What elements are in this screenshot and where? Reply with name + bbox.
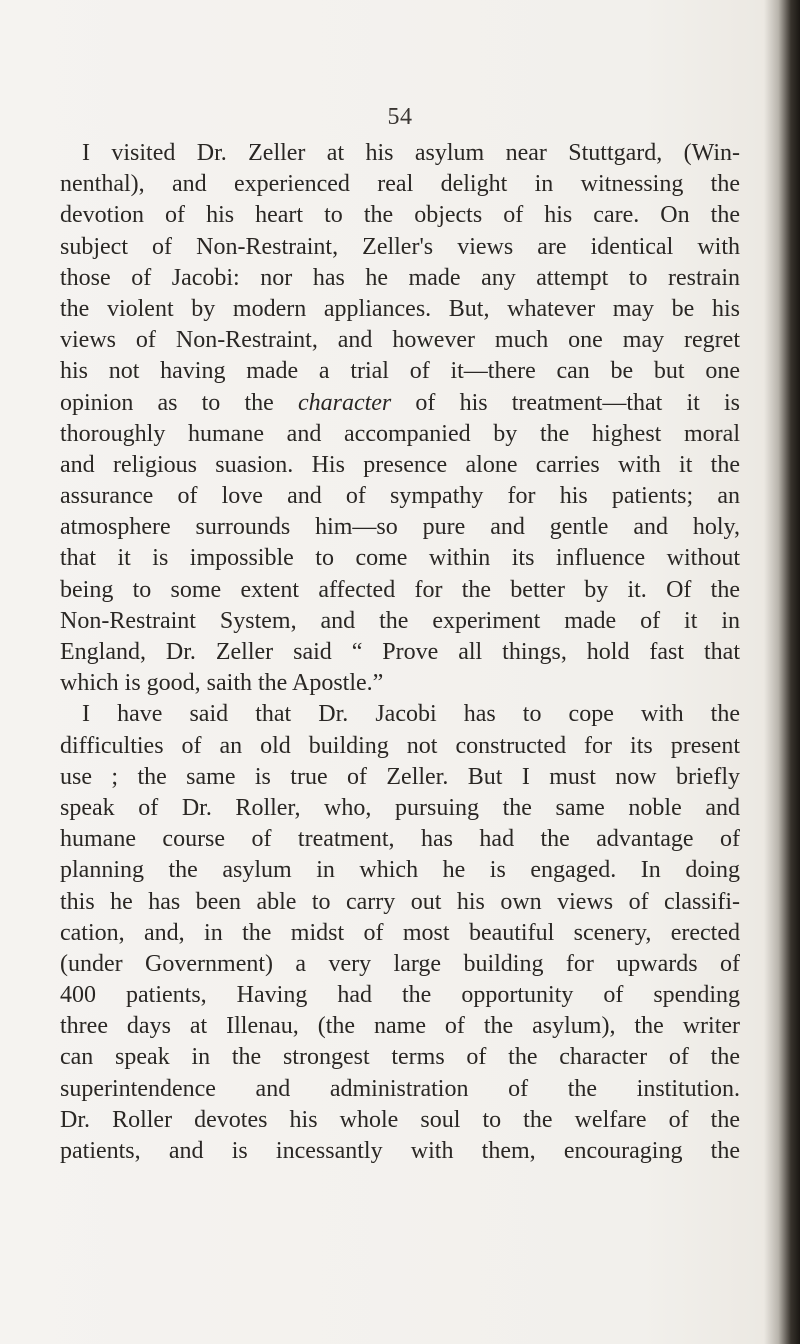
italic-word: character — [297, 389, 392, 416]
text-line: I have said that Dr. Jacobi has to cope with the — [82, 701, 740, 728]
text-segment: opinion as to the — [60, 389, 298, 416]
text-line: use ; the same is true of Zeller. But I must now briefly — [60, 763, 740, 790]
text-line: planning the asylum in which he is engaged. In doing — [60, 857, 740, 884]
text-line: the violent by modern appliances. But, whatever may be his — [60, 295, 740, 322]
text-line: humane course of treatment, has had the advantage of — [60, 826, 740, 853]
text-line: I visited Dr. Zeller at his asylum near Stuttgard, (Win- — [82, 140, 740, 166]
text-line: three days at Illenau, (the name of the asylum), the writer — [60, 1013, 740, 1040]
text-line: assurance of love and of sympathy for his patients; an — [60, 483, 740, 510]
text-line: atmosphere surrounds him—so pure and gentle and holy, — [60, 514, 740, 541]
text-line: England, Dr. Zeller said “ Prove all things, hold fast that — [60, 639, 740, 665]
text-segment: of his treatment—that it is — [391, 389, 740, 416]
text-line: superintendence and administration of the institution. — [60, 1075, 740, 1102]
text-line: 400 patients, Having had the opportunity of spending — [60, 982, 740, 1009]
text-line: those of Jacobi: nor has he made any attempt to restrain — [60, 264, 740, 291]
text-line: views of Non-Restraint, and however much one may regret — [60, 327, 740, 354]
body-text — [60, 138, 740, 1167]
text-line: which is good, saith the Apostle.” — [60, 670, 384, 697]
page-number: 54 — [387, 104, 413, 130]
page-edge-shadow — [764, 0, 800, 1344]
text-line: cation, and, in the midst of most beautiful scenery, erected — [60, 919, 740, 946]
text-line-with-italic — [60, 388, 740, 419]
text-line: difficulties of an old building not constructed for its present — [60, 732, 740, 759]
text-line: Dr. Roller devotes his whole soul to the welfare of the — [60, 1106, 740, 1133]
text-line: thoroughly humane and accompanied by the highest moral — [60, 420, 740, 447]
text-line: speak of Dr. Roller, who, pursuing the same noble and — [60, 794, 740, 821]
text-line: can speak in the strongest terms of the character of the — [60, 1044, 740, 1071]
text-line: patients, and is incessantly with them, encouraging the — [60, 1138, 740, 1164]
text-line: being to some extent affected for the better by it. Of the — [60, 576, 740, 603]
text-line: that it is impossible to come within its influence without — [60, 545, 740, 572]
text-line: (under Government) a very large building for upwards of — [60, 950, 740, 977]
text-line: his not having made a trial of it—there can be but one — [60, 358, 740, 385]
text-line: devotion of his heart to the objects of his care. On the — [60, 202, 740, 229]
text-line: nenthal), and experienced real delight in witnessing the — [60, 171, 740, 198]
text-line: this he has been able to carry out his own views of classifi- — [60, 888, 740, 915]
text-line: Non-Restraint System, and the experiment made of it in — [60, 607, 740, 634]
text-line: subject of Non-Restraint, Zeller's views are identical with — [60, 233, 740, 260]
text-line: and religious suasion. His presence alone carries with it the — [60, 451, 740, 478]
